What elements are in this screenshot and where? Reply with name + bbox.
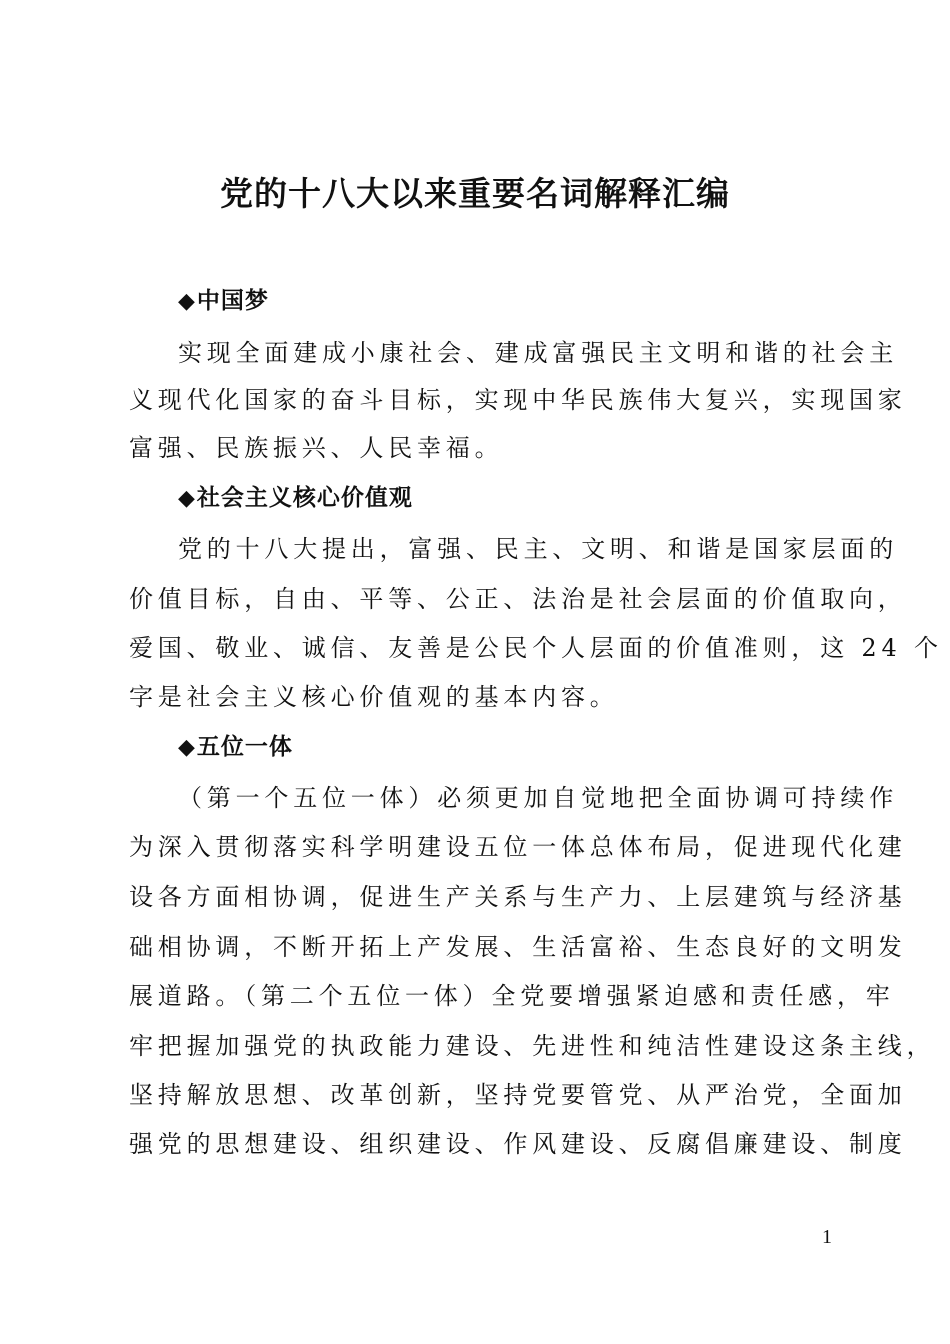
section-heading-zhongguomeng — [178, 282, 269, 315]
paragraph-line: 展道路。（第二个五位一体）全党要增强紧迫感和责任感，牢 — [129, 982, 895, 1010]
paragraph-line: 强党的思想建设、组织建设、作风建设、反腐倡廉建设、制度 — [129, 1130, 907, 1158]
paragraph-line: 牢把握加强党的执政能力建设、先进性和纯洁性建设这条主线， — [129, 1032, 936, 1060]
paragraph-line: 义现代化国家的奋斗目标，实现中华民族伟大复兴，实现国家 — [129, 386, 907, 414]
paragraph-line: 础相协调，不断开拓上产发展、生活富裕、生态良好的文明发 — [129, 933, 907, 961]
paragraph-line: 为深入贯彻落实科学明建设五位一体总体布局，促进现代化建 — [129, 833, 907, 861]
paragraph-line: 爱国、敬业、诚信、友善是公民个人层面的价值准则，这 24 个 — [129, 634, 943, 662]
diamond-bullet-icon: ◆ — [178, 289, 196, 314]
section-heading-five-in-one — [178, 728, 293, 761]
paragraph-line: 价值目标，自由、平等、公正、法治是社会层面的价值取向， — [129, 585, 907, 613]
paragraph-line: 富强、民族振兴、人民幸福。 — [129, 434, 504, 462]
paragraph-line: （第一个五位一体）必须更加自觉地把全面协调可持续作 — [178, 784, 898, 812]
section-heading-text: 五位一体 — [196, 734, 293, 760]
page-number: 1 — [822, 1226, 832, 1248]
paragraph-line: 字是社会主义核心价值观的基本内容。 — [129, 683, 619, 711]
paragraph-line: 实现全面建成小康社会、建成富强民主文明和谐的社会主 — [178, 339, 898, 367]
diamond-bullet-icon: ◆ — [178, 735, 196, 760]
section-heading-core-values — [178, 479, 413, 512]
paragraph-line: 坚持解放思想、改革创新，坚持党要管党、从严治党，全面加 — [129, 1081, 907, 1109]
paragraph-line: 党的十八大提出，富强、民主、文明、和谐是国家层面的 — [178, 535, 898, 563]
diamond-bullet-icon: ◆ — [178, 486, 196, 511]
section-heading-text: 社会主义核心价值观 — [196, 485, 413, 511]
document-title: 党的十八大以来重要名词解释汇编 — [220, 174, 730, 213]
section-heading-text: 中国梦 — [196, 288, 269, 314]
paragraph-line: 设各方面相协调，促进生产关系与生产力、上层建筑与经济基 — [129, 883, 907, 911]
